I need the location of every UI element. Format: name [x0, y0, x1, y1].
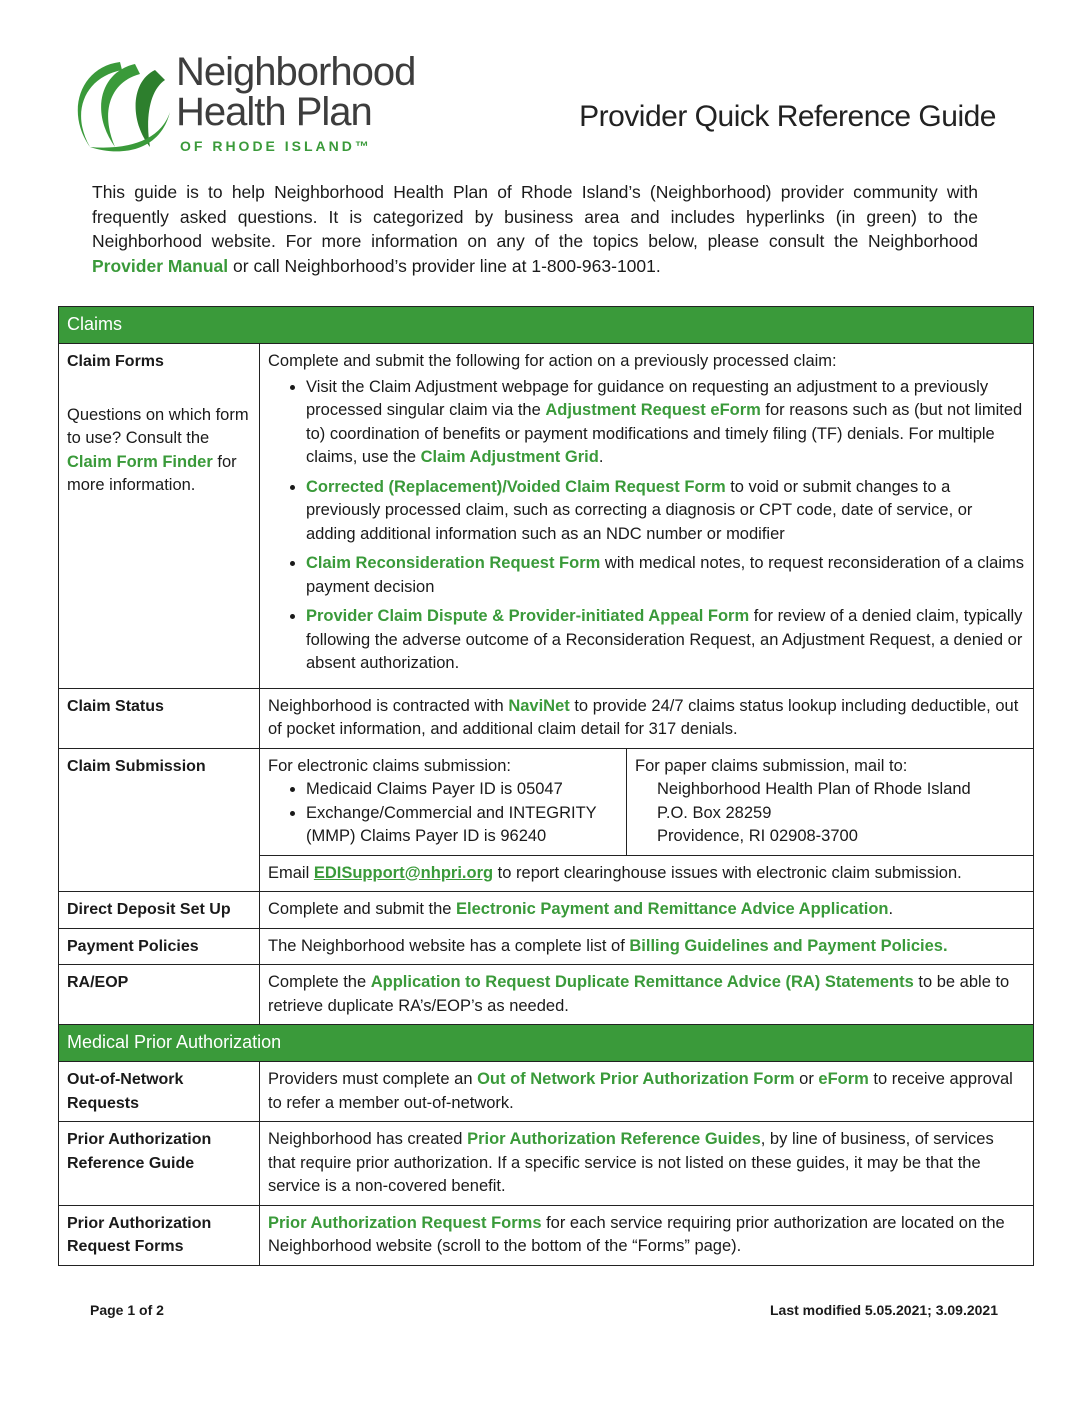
row-label: Direct Deposit Set Up: [59, 892, 260, 929]
logo-line2: Health Plan: [176, 90, 372, 134]
list-item: • Exchange/Commercial and INTEGRITY (MMP) Claims Payer ID is 96240: [306, 802, 618, 849]
oon-prior-auth-form-link[interactable]: Out of Network Prior Authorization Form: [477, 1070, 795, 1088]
claim-adjustment-grid-link[interactable]: Claim Adjustment Grid: [420, 448, 599, 466]
list-item: • Corrected (Replacement)/Voided Claim Request Form to void or submit changes to a previously processed claim, such as correcting a diagnosis or CPT code, date of service, or adding additional information such as an NDC number or modifier: [306, 476, 1025, 547]
table-row: Prior Authorization Request Forms Prior Authorization Request Forms for each service requiring prior authorization are located on the Neighborhood website (scroll to the bottom of the “Forms” page).: [59, 1205, 1034, 1265]
list-item: • Visit the Claim Adjustment webpage for guidance on requesting an adjustment to a previously processed singular claim via the Adjustment Request eForm for reasons such as (but not limited to) coordination of benefits or payment modifications and timely filing (TF) denials. For multiple claims, use the Claim Adjustment Grid.: [306, 376, 1025, 470]
last-modified: Last modified 5.05.2021; 3.09.2021: [769, 1302, 998, 1318]
electronic-submission-cell: For electronic claims submission: • Medicaid Claims Payer ID is 05047 • Exchange/Commercial and INTEGRITY (MMP) Claims Payer ID is 96240: [260, 748, 627, 855]
row-label: Out-of-Network Requests: [59, 1062, 260, 1122]
row-label: Prior Authorization Reference Guide: [59, 1122, 260, 1206]
oon-eform-link[interactable]: eForm: [818, 1070, 869, 1088]
row-label: Claim Status: [59, 688, 260, 748]
document-title: Provider Quick Reference Guide: [579, 100, 996, 133]
mailing-address-line: Neighborhood Health Plan of Rhode Island: [657, 780, 971, 798]
logo-line3: OF RHODE ISLAND™: [180, 138, 372, 154]
logo-line1: Neighborhood: [176, 50, 416, 94]
adjustment-request-eform-link[interactable]: Adjustment Request eForm: [545, 401, 761, 419]
claims-section-header: Claims: [59, 307, 1034, 344]
dispute-appeal-form-link[interactable]: Provider Claim Dispute & Provider-initiated Appeal Form: [306, 607, 750, 625]
table-row: [59, 344, 1034, 689]
table-row: Direct Deposit Set Up Complete and submit the Electronic Payment and Remittance Advice Application.: [59, 892, 1034, 929]
reference-table: [58, 306, 1034, 1266]
intro-paragraph: This guide is to help Neighborhood Health Plan of Rhode Island’s (Neighborhood) provider community with frequently asked questions. It is categorized by business area and includes hyperlinks (in green) to the Neighborhood website. For more information on any of the topics below, please consult the Neighborhood Provider Manual or call Neighborhood’s provider line at 1-800-963-1001.: [92, 182, 978, 276]
list-item: • Medicaid Claims Payer ID is 05047: [306, 778, 618, 802]
claim-forms-intro: Complete and submit the following for action on a previously processed claim:: [268, 352, 837, 370]
duplicate-ra-application-link[interactable]: Application to Request Duplicate Remittance Advice (RA) Statements: [370, 973, 914, 991]
provider-manual-link[interactable]: Provider Manual: [92, 255, 229, 276]
edi-support-email-link[interactable]: EDISupport@nhpri.org: [313, 863, 494, 882]
row-label: Prior Authorization Request Forms: [59, 1205, 260, 1265]
table-row: RA/EOP Complete the Application to Request Duplicate Remittance Advice (RA) Statements to be able to retrieve duplicate RA’s/EOP’s as needed.: [59, 965, 1034, 1025]
page-number: Page 1 of 2: [90, 1302, 164, 1318]
list-item: • Provider Claim Dispute & Provider-initiated Appeal Form for review of a denied claim, typically following the adverse outcome of a Reconsideration Request, an Adjustment Request, a denied or absent authorization.: [306, 605, 1025, 676]
claim-form-finder-link[interactable]: Claim Form Finder: [67, 452, 213, 471]
paper-submission-cell: For paper claims submission, mail to: Neighborhood Health Plan of Rhode Island P.O. Box 28259 Providence, RI 02908-3700: [627, 748, 1034, 855]
row-label: Claim Forms: [67, 353, 164, 370]
prior-auth-section-header: Medical Prior Authorization: [59, 1025, 1034, 1062]
row-label: Payment Policies: [59, 928, 260, 965]
prior-auth-guides-link[interactable]: Prior Authorization Reference Guides: [467, 1130, 761, 1148]
table-row: Out-of-Network Requests Providers must complete an Out of Network Prior Authorization Form or eForm to receive approval to refer a member out-of-network.: [59, 1062, 1034, 1122]
table-row: Prior Authorization Reference Guide Neighborhood has created Prior Authorization Reference Guides, by line of business, of services that require prior authorization. If a specific service is not listed on these guides, it may be that the service is a non-covered benefit.: [59, 1122, 1034, 1206]
list-item: • Claim Reconsideration Request Form with medical notes, to request reconsideration of a claims payment decision: [306, 552, 1025, 599]
prior-auth-request-forms-link[interactable]: Prior Authorization Request Forms: [268, 1213, 542, 1232]
payment-remittance-application-link[interactable]: Electronic Payment and Remittance Advice Application: [456, 900, 889, 918]
table-row: Claim Status Neighborhood is contracted with NaviNet to provide 24/7 claims status lookup including deductible, out of pocket information, and additional claim detail for 317 denials.: [59, 688, 1034, 748]
corrected-claim-form-link[interactable]: Corrected (Replacement)/Voided Claim Request Form: [306, 477, 726, 496]
navinet-link[interactable]: NaviNet: [508, 696, 570, 715]
table-row: [59, 748, 1034, 855]
claim-forms-list: [268, 376, 1025, 676]
mailing-address-line: Providence, RI 02908-3700: [657, 827, 858, 845]
row-label: Claim Submission: [59, 748, 260, 892]
row-label: RA/EOP: [59, 965, 260, 1025]
table-row: Email EDISupport@nhpri.org to report clearinghouse issues with electronic claim submission.: [59, 855, 1034, 892]
billing-guidelines-link[interactable]: Billing Guidelines and Payment Policies.: [629, 936, 948, 955]
reconsideration-form-link[interactable]: Claim Reconsideration Request Form: [306, 554, 601, 572]
claim-forms-note: Questions on which form to use? Consult the Claim Form Finder for more information.: [67, 405, 249, 494]
mailing-address-line: P.O. Box 28259: [657, 803, 772, 822]
table-row: Payment Policies The Neighborhood website has a complete list of Billing Guidelines and Payment Policies.: [59, 928, 1034, 965]
